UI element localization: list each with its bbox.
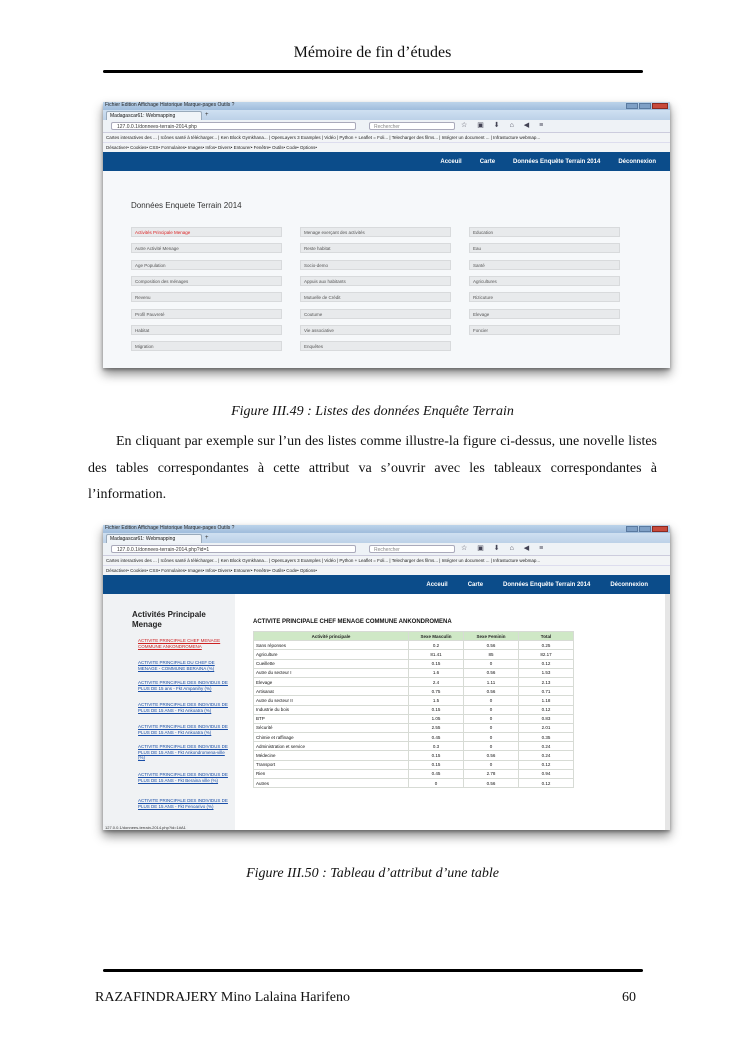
table-cell: 0.12 [519, 659, 574, 668]
data-list-item[interactable]: Elevage [469, 309, 620, 319]
col-header: Sexe Masculin [409, 632, 464, 641]
screenshot-data-lists [103, 102, 670, 368]
tab-strip [103, 110, 670, 120]
menu-carte[interactable]: Carte [467, 581, 484, 588]
table-row [254, 742, 574, 751]
data-list-page [103, 171, 670, 368]
data-list-item[interactable]: Foncier [469, 325, 620, 335]
table-cell: Transport [254, 760, 409, 769]
table-cell: 0.56 [464, 668, 519, 677]
screenshot-attribute-table [103, 525, 670, 830]
table-cell: 0.56 [464, 641, 519, 650]
attribute-page [103, 594, 670, 830]
data-list-item[interactable]: Revenu [131, 292, 282, 302]
data-list-item[interactable]: Vie associative [300, 325, 451, 335]
sidebar [103, 594, 235, 830]
sidebar-table-link[interactable]: ACTIVITE PRINCIPALE DES INDIVIDUS DE PLUS DE 15 ans - Fkt Ampanihy (%) [138, 680, 228, 691]
table-cell: 0 [464, 659, 519, 668]
table-cell: 0 [464, 696, 519, 705]
data-list-item[interactable]: Socio-demo [300, 260, 451, 270]
table-cell: 0.71 [519, 687, 574, 696]
table-cell: 2.01 [519, 723, 574, 732]
menu-deconnexion[interactable]: Déconnexion [618, 158, 656, 165]
window-titlebar [103, 525, 670, 533]
table-cell: Rien [254, 769, 409, 778]
table-cell: 0.15 [409, 760, 464, 769]
url-bar[interactable]: 127.0.0.1/donnees-terrain-2014.php?id=1 [111, 545, 356, 553]
table-cell: 0.56 [464, 751, 519, 760]
sidebar-table-link[interactable]: ACTIVITE PRINCIPALE CHEF MENAGE COMMUNE ANKONDROMENA [138, 638, 221, 649]
table-cell: 0.15 [409, 659, 464, 668]
minimize-button[interactable] [626, 103, 638, 109]
table-cell: Elevage [254, 677, 409, 686]
table-cell: 82.17 [519, 650, 574, 659]
table-cell: 0 [409, 779, 464, 788]
app-navbar [103, 575, 670, 594]
body-paragraph: En cliquant par exemple sur l’un des listes comme illustre-la figure ci-dessus, une novelle listes des tables correspondantes à cette attribut va s’ouvrir avec les tableaux correspondantes à l’information. [88, 434, 657, 502]
table-cell: BTP [254, 714, 409, 723]
table-cell: 0 [464, 714, 519, 723]
table-cell: Autre du secteur II [254, 696, 409, 705]
table-cell: 0.25 [519, 641, 574, 650]
table-row [254, 659, 574, 668]
attribute-table [253, 631, 574, 788]
table-cell: 0.3 [409, 742, 464, 751]
table-row [254, 714, 574, 723]
data-list-item[interactable]: Migration [131, 341, 282, 351]
table-cell: 0.45 [409, 769, 464, 778]
table-cell: 0.15 [409, 705, 464, 714]
table-row [254, 760, 574, 769]
table-cell: 0.24 [519, 751, 574, 760]
browser-tab[interactable]: Madagascar61: Webmapping [106, 534, 202, 543]
table-cell: Industrie du bois [254, 705, 409, 714]
table-cell: 0.75 [409, 687, 464, 696]
menubar: Fichier Édition Affichage Historique Marque-pages Outils ? [105, 102, 235, 108]
data-list-item[interactable]: Mutuelle de Crédit [300, 292, 451, 302]
data-list-item[interactable]: Habitat [131, 325, 282, 335]
table-cell: Autre du secteur I [254, 668, 409, 677]
table-row [254, 668, 574, 677]
table-cell: 0.2 [409, 641, 464, 650]
table-cell: Agriculture [254, 650, 409, 659]
table-cell: 1.6 [409, 668, 464, 677]
table-cell: 0.12 [519, 705, 574, 714]
table-cell: 0 [464, 742, 519, 751]
menu-donnees[interactable]: Données Enquête Terrain 2014 [503, 581, 591, 588]
data-list-item[interactable]: Autre Activité Menage [131, 243, 282, 253]
sidebar-table-link[interactable]: ACTIVITE PRINCIPALE DES INDIVIDUS DE PLUS DE 15 ANS - Fkt Ankoatra (%) [138, 724, 228, 735]
table-cell: 1.11 [464, 677, 519, 686]
sidebar-table-link[interactable]: ACTIVITE PRINCIPALE DES INDIVIDUS DE PLUS DE 15 ANS - Fkt Beraina ville (%) [138, 772, 228, 783]
devtools-bar[interactable]: Désactiver• Cookies• CSS• Formulaires• Images• Infos• Divers• Entourer• Fenêtre• Outils• Code• Options• [103, 143, 670, 152]
table-cell: 0.35 [519, 733, 574, 742]
status-bar: 127.0.0.1/donnees-terrain-2014.php?id=1#A1 [105, 825, 186, 830]
col-header: Activité principale [254, 632, 409, 641]
bookmarks-bar[interactable]: Cartes interactives des ... | Icônes santé à télécharger... | Ken Block Gymkhana... | OpenLayers 3 Examples | Vidéo | Python + Leaflet = Foli... | Telecharger des films... | Intégrer un document ... | Infrastucture webmap... [103, 133, 670, 143]
table-row [254, 733, 574, 742]
new-tab-icon[interactable]: + [205, 535, 209, 541]
table-cell: Sécurité [254, 723, 409, 732]
table-cell: 0 [464, 723, 519, 732]
menu-acceuil[interactable]: Acceuil [426, 581, 448, 588]
table-cell: Cueillette [254, 659, 409, 668]
menu-deconnexion[interactable]: Déconnexion [610, 581, 648, 588]
page-title: Données Enquete Terrain 2014 [131, 201, 242, 210]
footer-author: RAZAFINDRAJERY Mino Lalaina Harifeno [95, 990, 350, 1005]
table-cell: 0.56 [464, 687, 519, 696]
data-list-item[interactable]: Rizicuture [469, 292, 620, 302]
table-cell: 0.24 [519, 742, 574, 751]
table-cell: 2.55 [409, 723, 464, 732]
table-cell: 0.45 [409, 733, 464, 742]
table-cell: 1.5 [409, 696, 464, 705]
devtools-bar[interactable]: Désactiver• Cookies• CSS• Formulaires• Images• Infos• Divers• Entourer• Fenêtre• Outils• Code• Options• [103, 566, 670, 575]
data-list-item[interactable]: Menage exerçant des activités [300, 227, 451, 237]
table-cell: 0.83 [519, 714, 574, 723]
menu-carte[interactable]: Carte [479, 158, 496, 165]
table-cell: 0.56 [464, 779, 519, 788]
table-cell: 0.94 [519, 769, 574, 778]
minimize-button[interactable] [626, 526, 638, 532]
data-list-item[interactable]: Age Population [131, 260, 282, 270]
table-row [254, 641, 574, 650]
table-cell: 2.13 [519, 677, 574, 686]
figure-caption-1: Figure III.49 : Listes des données Enquête Terrain [231, 404, 514, 419]
data-list-item[interactable]: Education [469, 227, 620, 237]
data-list-item[interactable]: Coutume [300, 309, 451, 319]
search-input[interactable]: Rechercher [369, 122, 455, 130]
sidebar-table-link[interactable]: ACTIVITE PRINCIPALE DES INDIVIDUS DE PLUS DE 15 ANS - Fkt Fenoarivo (%) [138, 798, 228, 809]
col-header: Sexe Feminin [464, 632, 519, 641]
table-cell: Sans réponses [254, 641, 409, 650]
table-row [254, 650, 574, 659]
url-bar[interactable]: 127.0.0.1/donnees-terrain-2014.php [111, 122, 356, 130]
table-cell: 1.05 [409, 714, 464, 723]
table-cell: Administration et service [254, 742, 409, 751]
maximize-button[interactable] [639, 526, 651, 532]
table-cell: 0.12 [519, 779, 574, 788]
app-navbar [103, 152, 670, 171]
vertical-scrollbar[interactable] [665, 594, 670, 830]
table-cell: Autres [254, 779, 409, 788]
table-cell: 0.12 [519, 760, 574, 769]
window-titlebar [103, 102, 670, 110]
table-cell: 1.18 [519, 696, 574, 705]
data-list-item[interactable]: Composition des ménages [131, 276, 282, 286]
data-list-item[interactable]: Reste habitat [300, 243, 451, 253]
table-cell: Artisanat [254, 687, 409, 696]
table-cell: 0 [464, 733, 519, 742]
table-cell: 0 [464, 760, 519, 769]
maximize-button[interactable] [639, 103, 651, 109]
data-list-item[interactable]: Activités Principale Menage [131, 227, 282, 237]
table-row [254, 696, 574, 705]
browser-tab[interactable]: Madagascar61: Webmapping [106, 111, 202, 120]
new-tab-icon[interactable]: + [205, 112, 209, 118]
sidebar-table-link[interactable]: ACTIVITE PRINCIPALE DU CHEF DE MENAGE - COMMUNE BERAINA (%) [138, 660, 215, 671]
search-input[interactable]: Rechercher [369, 545, 455, 553]
bookmarks-bar[interactable]: Cartes interactives des ... | Icônes santé à télécharger... | Ken Block Gymkhana... | OpenLayers 3 Examples | Vidéo | Python + Leaflet = Foli... | Telecharger des films... | Intégrer un document ... | Infrastucture webmap... [103, 556, 670, 566]
toolbar-icons[interactable]: ☆ ▣ ⬇ ⌂ ◀ ≡ [461, 122, 548, 129]
sidebar-table-link[interactable]: ACTIVITE PRINCIPALE DES INDIVIDUS DE PLUS DE 15 ANS - Fkt Ankondromena-ville (%) [138, 744, 228, 760]
nav-bar [103, 120, 670, 133]
table-row [254, 705, 574, 714]
page-number: 60 [622, 990, 636, 1005]
table-row [254, 751, 574, 760]
menu-donnees[interactable]: Données Enquête Terrain 2014 [513, 158, 601, 165]
data-list-item[interactable]: Profil Pauvreté [131, 309, 282, 319]
table-cell: 85 [464, 650, 519, 659]
sidebar-title: Activités Principale Menage [132, 610, 206, 629]
col-header: Total [519, 632, 574, 641]
table-row [254, 687, 574, 696]
table-row [254, 677, 574, 686]
page-header-title: Mémoire de fin d’études [293, 44, 452, 61]
toolbar-icons[interactable]: ☆ ▣ ⬇ ⌂ ◀ ≡ [461, 545, 548, 552]
table-cell: 0.15 [409, 751, 464, 760]
close-window-button[interactable] [652, 526, 668, 532]
tab-strip [103, 533, 670, 543]
table-row [254, 769, 574, 778]
table-cell: 1.53 [519, 668, 574, 677]
header-rule [103, 70, 643, 73]
data-list-item[interactable]: Eau [469, 243, 620, 253]
nav-bar [103, 543, 670, 556]
table-row [254, 723, 574, 732]
sidebar-table-link[interactable]: ACTIVITE PRINCIPALE DES INDIVIDUS DE PLUS DE 15 ANS - Fkt Ankoatra (%) [138, 702, 228, 713]
data-list-item[interactable]: Agricultures [469, 276, 620, 286]
menu-acceuil[interactable]: Acceuil [440, 158, 462, 165]
data-list-item[interactable]: Appuis aux habitants [300, 276, 451, 286]
figure-caption-2: Figure III.50 : Tableau d’attribut d’une table [246, 866, 499, 881]
table-cell: Chimie et raffinage [254, 733, 409, 742]
table-cell: 0 [464, 705, 519, 714]
table-cell: 2.4 [409, 677, 464, 686]
menubar: Fichier Édition Affichage Historique Marque-pages Outils ? [105, 525, 235, 531]
table-cell: 2.78 [464, 769, 519, 778]
table-row [254, 779, 574, 788]
footer-rule [103, 969, 643, 972]
table-title: ACTIVITE PRINCIPALE CHEF MENAGE COMMUNE ANKONDROMENA [253, 619, 452, 625]
data-list-item[interactable]: Santé [469, 260, 620, 270]
close-window-button[interactable] [652, 103, 668, 109]
table-cell: 81.41 [409, 650, 464, 659]
data-list-item[interactable]: Enquêtes [300, 341, 451, 351]
table-cell: Médecine [254, 751, 409, 760]
